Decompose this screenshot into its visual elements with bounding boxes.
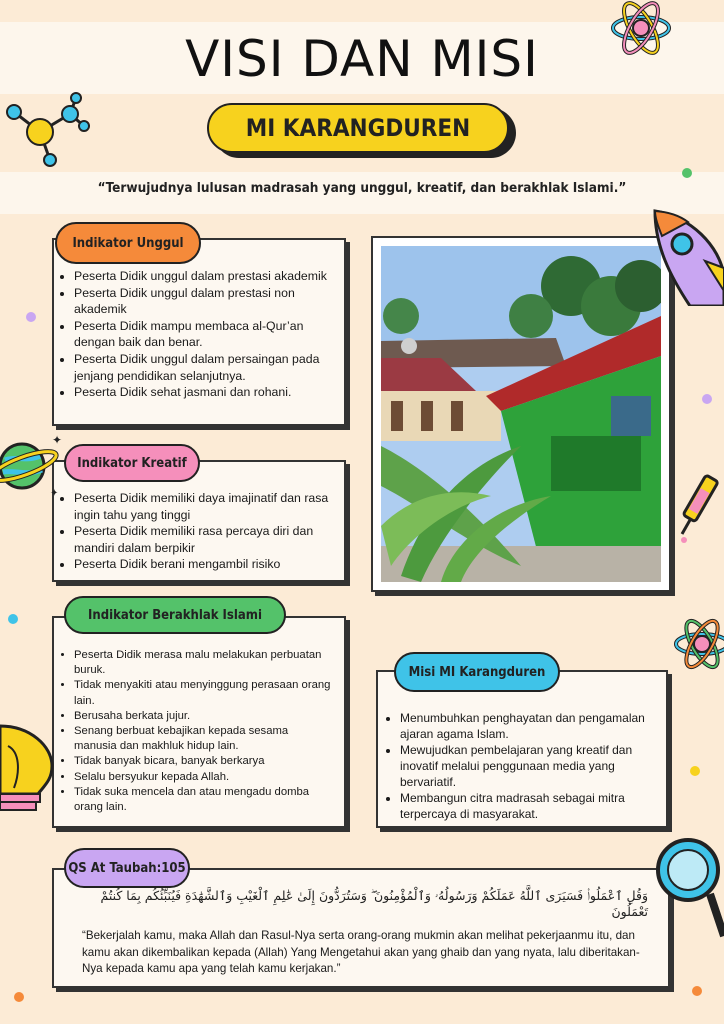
school-photo — [371, 236, 671, 592]
decor-dot — [692, 986, 702, 996]
decor-dot — [14, 992, 24, 1002]
molecule-icon — [0, 92, 90, 172]
list-item: • Membangun citra madrasah sebagai mitra terpercaya di masyarakat. — [400, 790, 658, 822]
vision-statement: “Terwujudnya lulusan madrasah yang unggul, kreatif, dan berakhlak Islami.” — [97, 180, 627, 196]
misi-list — [378, 710, 666, 822]
decor-dot — [8, 614, 18, 624]
syringe-icon — [680, 468, 724, 544]
indikator-unggul-card — [52, 235, 346, 426]
atom-icon — [608, 0, 674, 60]
decor-dot — [26, 312, 36, 322]
list-item: • Peserta Didik unggul dalam persaingan pada jenjang pendidikan selanjutnya. — [74, 351, 344, 384]
misi-card — [376, 670, 668, 828]
qs-translation: “Bekerjalah kamu, maka Allah dan Rasul-Nya serta orang-orang mukmin akan melihat pekerjaanmu itu, dan kamu akan dikembalikan kepada (Allah) Yang Mengetahui akan yang ghaib dan yang nyata, lalu diberitakan-Nya kepada kamu apa yang telah kamu kerjakan.” — [82, 929, 640, 975]
school-name-pill — [207, 103, 509, 153]
indikator-berakhlak-list — [54, 648, 344, 815]
list-item: • Tidak banyak bicara, banyak berkarya — [74, 754, 332, 769]
list-item: • Peserta Didik memiliki rasa percaya diri dan mandiri dalam berpikir — [74, 523, 334, 556]
indikator-kreatif-label: Indikator Kreatif — [77, 455, 187, 471]
qs-label: QS At Taubah:105 — [68, 860, 186, 876]
indikator-berakhlak-card — [52, 616, 346, 828]
misi-label: Misi MI Karangduren — [408, 664, 546, 680]
rocket-icon — [650, 206, 724, 306]
list-item: • Selalu bersyukur kepada Allah. — [74, 770, 332, 785]
school-building-image — [381, 246, 661, 582]
list-item: • Menumbuhkan penghayatan dan pengamalan ajaran agama Islam. — [400, 710, 658, 742]
svg-text:✦: ✦ — [50, 488, 59, 499]
list-item: • Peserta Didik unggul dalam prestasi akademik — [74, 268, 344, 285]
atom-icon-right — [672, 610, 724, 678]
list-item: • Peserta Didik memiliki daya imajinatif dan rasa ingin tahu yang tinggi — [74, 490, 334, 523]
indikator-unggul-label: Indikator Unggul — [72, 235, 184, 251]
decor-dot — [682, 168, 692, 178]
indikator-unggul-pill — [55, 222, 201, 264]
planet-icon — [0, 430, 64, 500]
indikator-kreatif-pill — [64, 444, 200, 482]
indikator-berakhlak-pill — [64, 596, 286, 634]
magnifier-icon — [654, 832, 724, 942]
svg-text:✦: ✦ — [52, 433, 63, 447]
lightbulb-icon — [0, 716, 56, 816]
list-item: • Mewujudkan pembelajaran yang kreatif dan inovatif melalui penggunaan media yang bervariatif. — [400, 742, 658, 790]
qs-pill — [64, 848, 190, 888]
list-item: • Peserta Didik sehat jasmani dan rohani. — [74, 384, 344, 401]
list-item: • Peserta Didik mampu membaca al-Qur’an dengan baik dan benar. — [74, 318, 344, 351]
qs-arabic-verse: وَقُلِ ٱعْمَلُوا۟ فَسَيَرَى ٱللَّهُ عَمَلَكُمْ وَرَسُولُهُۥ وَٱلْمُؤْمِنُونَ ۖ وَسَتُرَدُّونَ إِلَىٰ عَٰلِمِ ٱلْغَيْبِ وَٱلشَّهَٰدَةِ فَيُنَبِّئُكُم بِمَا كُنتُمْ تَعْمَلُونَ — [100, 888, 648, 919]
indikator-unggul-list — [54, 268, 344, 401]
school-name: MI KARANGDUREN — [245, 114, 471, 142]
list-item: • Peserta Didik berani mengambil risiko — [74, 556, 334, 573]
list-item: • Berusaha berkata jujur. — [74, 709, 332, 724]
list-item: • Senang berbuat kebajikan kepada sesama manusia dan makhluk hidup lain. — [74, 724, 332, 754]
indikator-berakhlak-label: Indikator Berakhlak Islami — [88, 607, 262, 623]
decor-dot — [690, 766, 700, 776]
list-item: • Peserta Didik merasa malu melakukan perbuatan buruk. — [74, 648, 332, 678]
page-title: VISI DAN MISI — [185, 30, 539, 88]
misi-pill — [394, 652, 560, 692]
list-item: • Tidak suka mencela dan atau mengadu domba orang lain. — [74, 785, 332, 815]
list-item: • Peserta Didik unggul dalam prestasi non akademik — [74, 285, 344, 318]
decor-dot — [702, 394, 712, 404]
list-item: • Tidak menyakiti atau menyinggung perasaan orang lain. — [74, 678, 332, 708]
indikator-kreatif-list — [54, 490, 344, 573]
